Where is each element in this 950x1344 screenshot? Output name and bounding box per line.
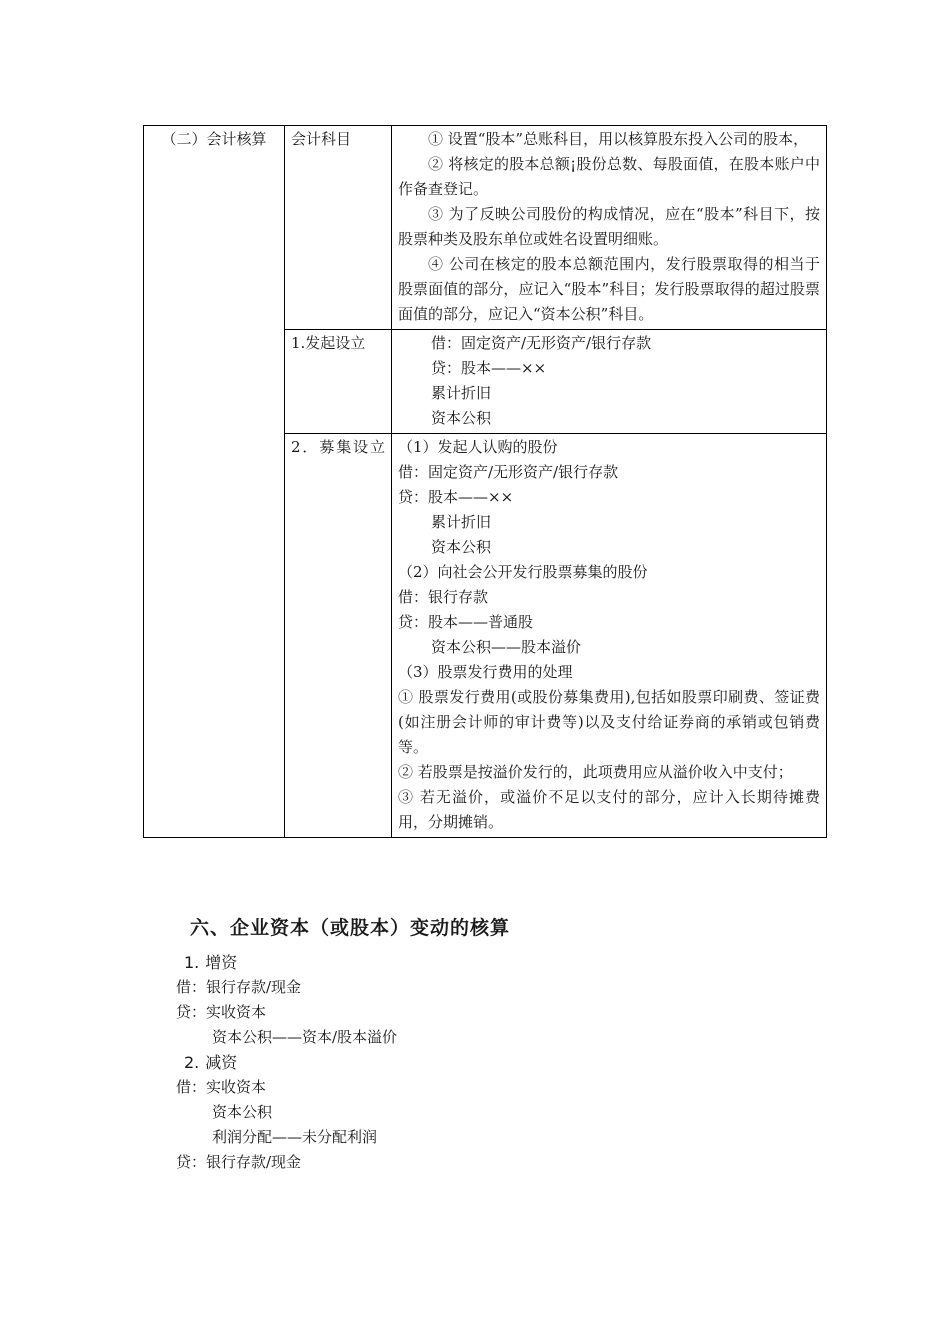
text-line: 借：银行存款 <box>398 588 489 606</box>
text-line: 贷：股本——×× <box>398 488 514 506</box>
offering-content <box>392 434 827 838</box>
table-row <box>144 126 827 330</box>
text-line: 贷：股本——普通股 <box>398 613 534 631</box>
text-line: 资本公积 <box>431 409 492 427</box>
row-label-offering: 2．募集设立 <box>285 434 392 838</box>
decrease-title <box>176 1050 776 1075</box>
section-label: （二）会计核算 <box>144 126 285 838</box>
entry-line: 借：银行存款/现金 <box>176 978 302 996</box>
text-line: 贷：股本——×× <box>431 359 547 377</box>
entry-line: 资本公积 <box>212 1103 273 1121</box>
text-line: （1）发起人认购的股份 <box>398 438 558 456</box>
text-line: ② 若股票是按溢价发行的，此项费用应从溢价收入中支付； <box>398 763 793 781</box>
accounts-content <box>392 126 827 330</box>
text-line: 资本公积——股本溢价 <box>431 638 582 656</box>
text-line: 借：固定资产/无形资产/银行存款 <box>398 463 619 481</box>
row-label-accounts: 会计科目 <box>285 126 392 330</box>
entry-line: 利润分配——未分配利润 <box>212 1128 378 1146</box>
section-heading: 六、企业资本（或股本）变动的核算 <box>190 917 511 939</box>
promotion-content <box>392 330 827 434</box>
text-line: （2）向社会公开发行股票募集的股份 <box>398 563 648 581</box>
text-line: （3）股票发行费用的处理 <box>398 663 573 681</box>
text-line: 累计折旧 <box>431 384 492 402</box>
entry-line: 贷：银行存款/现金 <box>176 1153 302 1171</box>
increase-title <box>176 950 776 975</box>
item-number: 2. <box>184 1053 200 1072</box>
text-line: ③ 为了反映公司股份的构成情况，应在“股本”科目下，按股票种类及股东单位或姓名设置明细账。 <box>398 205 820 248</box>
text-line: ① 设置“股本”总账科目，用以核算股东投入公司的股本， <box>428 130 809 148</box>
accounting-table <box>143 125 827 838</box>
text-line: 资本公积 <box>431 538 492 556</box>
text-line: ① 股票发行费用(或股份募集费用),包括如股票印刷费、签证费(如注册会计师的审计费等)以及支付给证券商的承销或包销费等。 <box>398 688 820 756</box>
item-title: 减资 <box>205 1053 238 1072</box>
item-title: 增资 <box>205 953 238 972</box>
row-label-promotion: 1.发起设立 <box>285 330 392 434</box>
text-line: 借：固定资产/无形资产/银行存款 <box>431 334 652 352</box>
text-line: ② 将核定的股本总额¡股份总数、每股面值，在股本账户中作备查登记。 <box>398 155 820 198</box>
entry-line: 借：实收资本 <box>176 1078 267 1096</box>
capital-change-section <box>176 950 776 1175</box>
entry-line: 贷：实收资本 <box>176 1003 267 1021</box>
item-number: 1. <box>184 953 200 972</box>
text-line: ③ 若无溢价，或溢价不足以支付的部分，应计入长期待摊费用，分期摊销。 <box>398 788 820 831</box>
text-line: 累计折旧 <box>431 513 492 531</box>
entry-line: 资本公积——资本/股本溢价 <box>212 1028 398 1046</box>
text-line: ④ 公司在核定的股本总额范围内，发行股票取得的相当于股票面值的部分，应记入“股本”科目；发行股票取得的超过股票面值的部分，应记入“资本公积”科目。 <box>398 255 820 323</box>
